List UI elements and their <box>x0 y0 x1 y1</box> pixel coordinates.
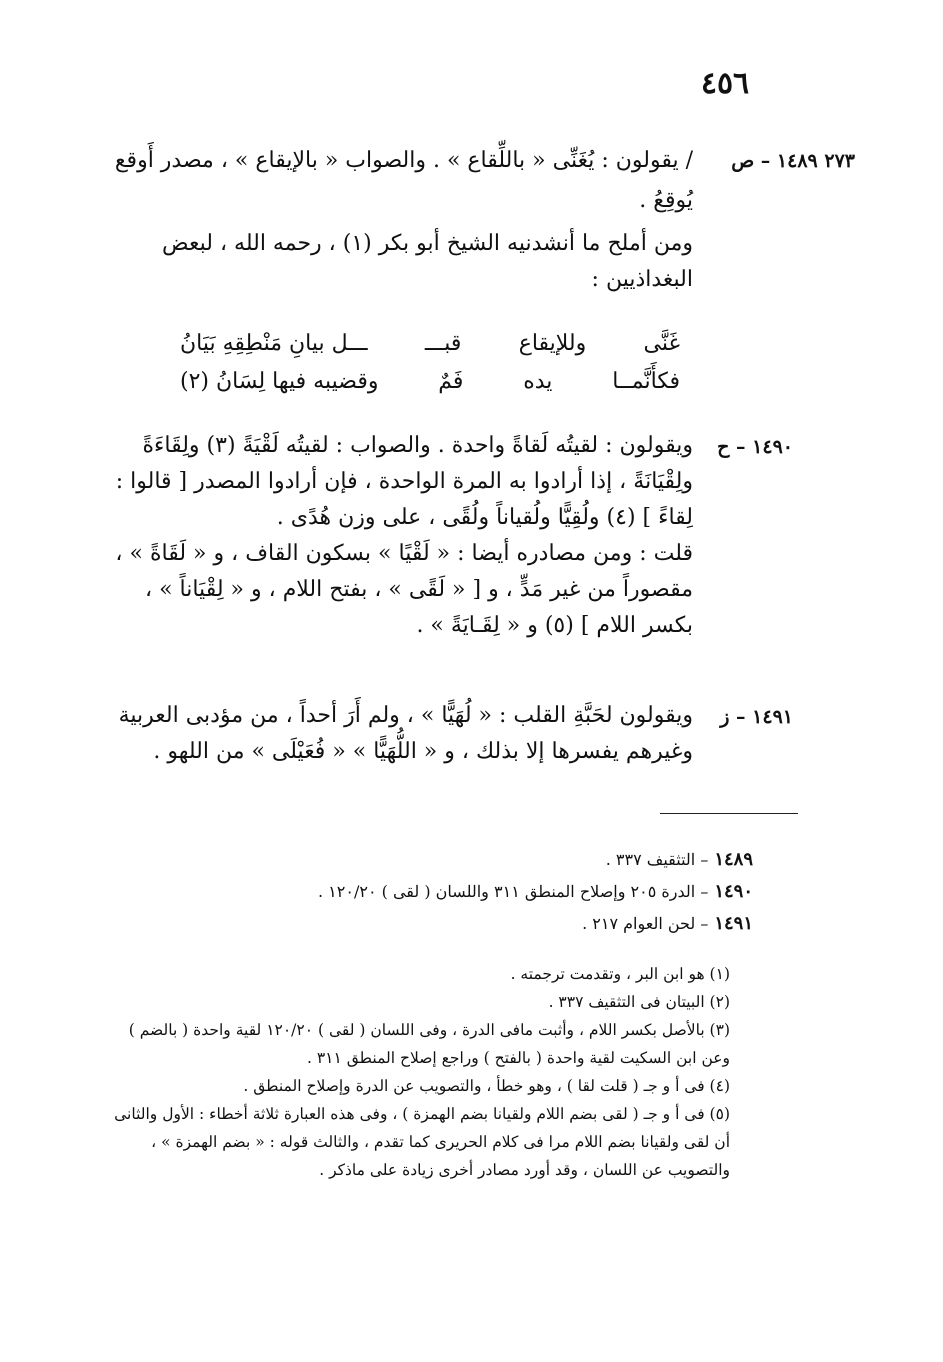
verse-1-part-b: وللإيقاع <box>518 331 587 356</box>
source-number: ١٤٩٠ <box>714 881 753 902</box>
entry-1490-paragraph-2: قلت : ومن مصادره أيضا : « لَقْيًا » بسكون القاف ، و « لَقَاةً » ، مقصوراً من غير مَدٍّ ، و [ « لَقًى » ، بفتح اللام ، و « لِقْيَاناً » ، بكسر اللام ] (٥) و « لِقَـايَةً » . <box>115 541 693 638</box>
verse <box>180 325 680 401</box>
source-number: ١٤٨٩ <box>714 849 753 870</box>
footnote-4: (٤) فى أ و جـ ( قلت لقا ) ، وهو خطأ ، والتصويب عن الدرة وإصلاح المنطق . <box>243 1077 730 1095</box>
footnote-divider <box>660 813 798 814</box>
verse-1-part-c: قبـــ <box>424 331 462 356</box>
source-1490 <box>318 880 753 904</box>
source-1491 <box>582 912 753 936</box>
entry-1490-paragraph-1: ويقولون : لقيتُه لَقاةً واحدة . والصواب : لقيتُه لَقْيَةً (٣) ولِقَاءَةً ولِقْيَانَةً ، إذا أرادوا به المرة الواحدة ، فإن أرادوا المصدر [ قالوا : لِقاءً ] (٤) ولُقِيًّا ولُقياناً ولُقًى ، على وزن هُدًى . <box>115 433 693 530</box>
footnotes <box>105 960 755 1184</box>
footnote-2: (٢) البيتان فى التثقيف ٣٣٧ . <box>548 993 730 1011</box>
footnote-3: (٣) بالأصل بكسر اللام ، وأثبت مافى الدرة ، وفى اللسان ( لقى ) ١٢٠/٢٠ لقية واحدة ( بالضم ) وعن ابن السكيت لقية واحدة ( بالفتح ) وراجع إصلاح المنطق ٣١١ . <box>128 1021 730 1067</box>
verse-1-part-d: ـــل بيانِ مَنْطِقِهِ بَيَانُ <box>180 331 368 356</box>
verse-2-part-c: فَمٌ <box>438 369 464 394</box>
source-number: ١٤٩١ <box>714 913 753 934</box>
verse-1-part-a: غَنَّى <box>643 331 680 356</box>
verse-2-part-d: وقضيبه فيها لِسَانُ (٢) <box>180 369 379 394</box>
entry-1489-paragraph-2 <box>103 226 693 298</box>
source-text: – الدرة ٢٠٥ وإصلاح المنطق ٣١١ واللسان ( لقى ) ١٢٠/٢٠ . <box>318 882 709 901</box>
verse-2-part-b: يده <box>523 369 553 394</box>
entry-1489-intro-text: ومن أملح ما أنشدنيه الشيخ أبو بكر (١) ، رحمه الله ، لبعض البغداذيين : <box>162 231 693 292</box>
verse-line-2 <box>180 363 680 401</box>
entry-1489-line-1: / يقولون : يُغَنِّى « باللِّقاع » . والصواب « بالإيقاع » ، مصدر أَوقع <box>114 148 693 173</box>
entry-1491-paragraph: ويقولون لحَبَّةِ القلب : « لُهَيًّا » ، ولم أَرَ أحداً ، من مؤدبى العربية وغيرهم يفسرها إلا بذلك ، و « اللُّهَيًّا » « فُعَيْلَى » من اللهو . <box>118 703 693 764</box>
entry-1489-line-2: يُوقِعُ . <box>639 188 693 213</box>
entry-1491-body <box>103 698 693 770</box>
source-text: – التثقيف ٣٣٧ . <box>605 850 709 869</box>
entry-1489-number: ٢٧٣ ١٤٨٩ – ص <box>731 150 855 172</box>
entry-1490-body <box>103 428 693 644</box>
verse-2-part-a: فكأَنَّمــا <box>612 369 680 394</box>
footnote-1: (١) هو ابن البر ، وتقدمت ترجمته . <box>510 965 730 983</box>
page-number: ٤٥٦ <box>700 66 750 101</box>
source-text: – لحن العوام ٢١٧ . <box>582 914 709 933</box>
entry-1491-number: ١٤٩١ – ز <box>720 706 793 728</box>
verse-line-1 <box>180 325 680 363</box>
footnote-5: (٥) فى أ و جـ ( لقى بضم اللام ولقيانا بضم الهمزة ) ، وفى هذه العبارة ثلاثة أخطاء : الأول والثانى أن لقى ولقيانا بضم اللام مرا فى كلام الحريرى كما تقدم ، والثالث قوله : « بضم الهمزة » ، والتصويب عن اللسان ، وقد أورد مصادر أخرى زيادة على ماذكر . <box>114 1105 730 1179</box>
entry-1490-number: ١٤٩٠ – ح <box>717 436 793 458</box>
source-1489 <box>606 848 753 872</box>
